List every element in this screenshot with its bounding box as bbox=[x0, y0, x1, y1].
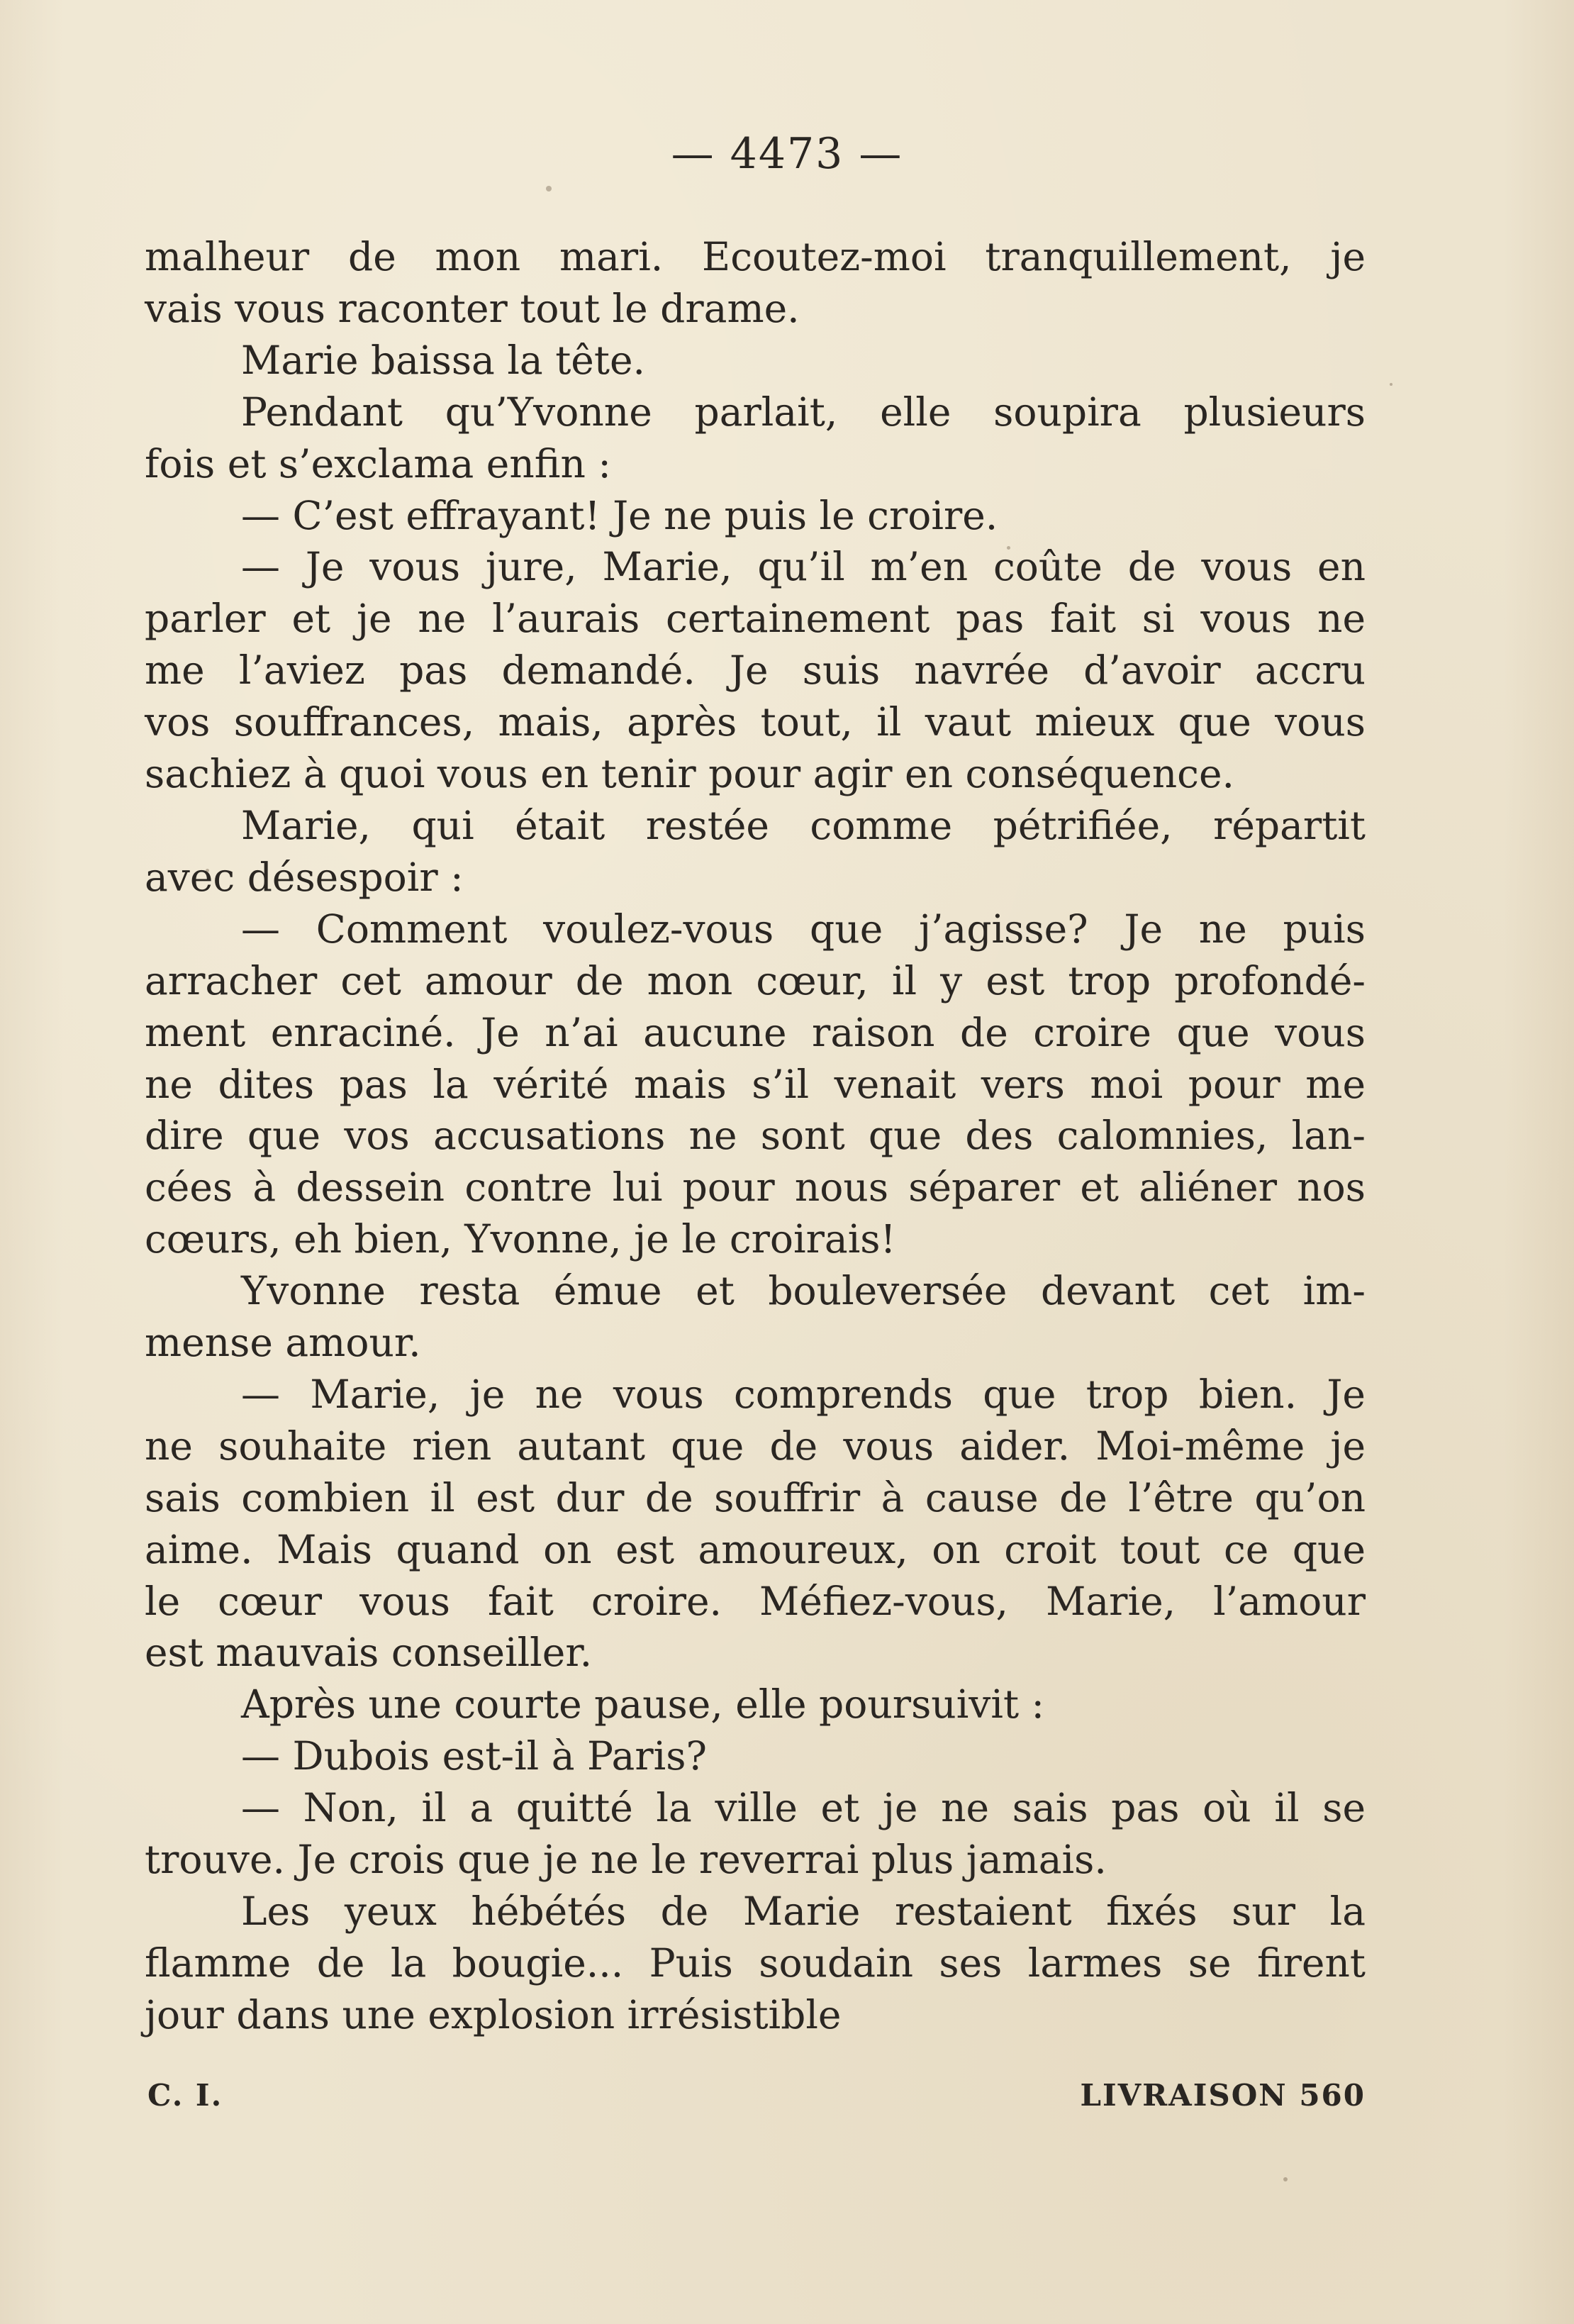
text-line: Marie, qui était restée comme pétrifiée, répartit bbox=[241, 802, 1366, 848]
text-line: Yvonne resta émue et bouleversée devant cet im- bbox=[241, 1268, 1366, 1314]
text-line: — Comment voulez-vous que j’agisse? Je ne puis bbox=[241, 906, 1366, 952]
body-text bbox=[145, 231, 1366, 2041]
text-line: sais combien il est dur de souffrir à cause de l’être qu’on bbox=[145, 1474, 1366, 1520]
text-line: aime. Mais quand on est amoureux, on croit tout ce que bbox=[145, 1526, 1366, 1572]
paper-speck bbox=[1007, 546, 1010, 550]
page-number: — 4473 — bbox=[671, 129, 903, 179]
paper-speck bbox=[1390, 383, 1392, 386]
text-line: trouve. Je crois que je ne le reverrai plus jamais. bbox=[145, 1837, 1107, 1883]
text-line: cœurs, eh bien, Yvonne, je le croirais! bbox=[145, 1216, 896, 1262]
text-line: mense amour. bbox=[145, 1320, 421, 1366]
text-line: parler et je ne l’aurais certainement pas fait si vous ne bbox=[145, 596, 1366, 642]
text-line: Pendant qu’Yvonne parlait, elle soupira plusieurs bbox=[241, 389, 1366, 435]
text-line: est mauvais conseiller. bbox=[145, 1630, 593, 1676]
paper-speck bbox=[546, 186, 552, 191]
text-line: flamme de la bougie... Puis soudain ses larmes se firent bbox=[145, 1940, 1366, 1986]
text-line: arracher cet amour de mon cœur, il y est trop profondé- bbox=[145, 957, 1366, 1003]
text-line: — Non, il a quitté la ville et je ne sais pas où il se bbox=[241, 1785, 1366, 1831]
text-line: dire que vos accusations ne sont que des calomnies, lan- bbox=[145, 1113, 1366, 1159]
text-line: — Marie, je ne vous comprends que trop bien. Je bbox=[241, 1371, 1366, 1417]
text-line: — Je vous jure, Marie, qu’il m’en coûte de vous en bbox=[241, 544, 1366, 590]
text-line: me l’aviez pas demandé. Je suis navrée d’avoir accru bbox=[145, 647, 1366, 694]
text-line: jour dans une explosion irrésistible bbox=[145, 1991, 842, 2037]
text-line: cées à dessein contre lui pour nous séparer et aliéner nos bbox=[145, 1164, 1366, 1211]
text-line: — Dubois est-il à Paris? bbox=[241, 1733, 707, 1779]
text-line: le cœur vous fait croire. Méfiez-vous, Marie, l’amour bbox=[145, 1578, 1366, 1624]
text-line: vais vous raconter tout le drame. bbox=[145, 285, 800, 331]
footer-signature: C. I. bbox=[147, 2078, 223, 2113]
paper-speck bbox=[1283, 2177, 1288, 2181]
text-line: ment enraciné. Je n’ai aucune raison de croire que vous bbox=[145, 1009, 1366, 1055]
text-line: ne souhaite rien autant que de vous aider. Moi-même je bbox=[145, 1423, 1366, 1469]
text-line: ne dites pas la vérité mais s’il venait vers moi pour me bbox=[145, 1061, 1366, 1107]
text-line: Les yeux hébétés de Marie restaient fixés sur la bbox=[241, 1889, 1366, 1934]
text-line: Après une courte pause, elle poursuivit : bbox=[241, 1681, 1045, 1728]
text-line: — C’est effrayant! Je ne puis le croire. bbox=[241, 492, 998, 538]
text-line: Marie baissa la tête. bbox=[241, 337, 645, 383]
text-line: fois et s’exclama enfin : bbox=[145, 440, 611, 487]
text-line: vos souffrances, mais, après tout, il vaut mieux que vous bbox=[145, 699, 1366, 745]
paper-speck bbox=[206, 869, 209, 872]
text-line: sachiez à quoi vous en tenir pour agir en conséquence. bbox=[145, 751, 1235, 797]
footer-livraison: LIVRAISON 560 bbox=[1080, 2078, 1366, 2113]
text-line: malheur de mon mari. Ecoutez-moi tranquillement, je bbox=[145, 234, 1366, 279]
text-line: avec désespoir : bbox=[145, 854, 464, 900]
